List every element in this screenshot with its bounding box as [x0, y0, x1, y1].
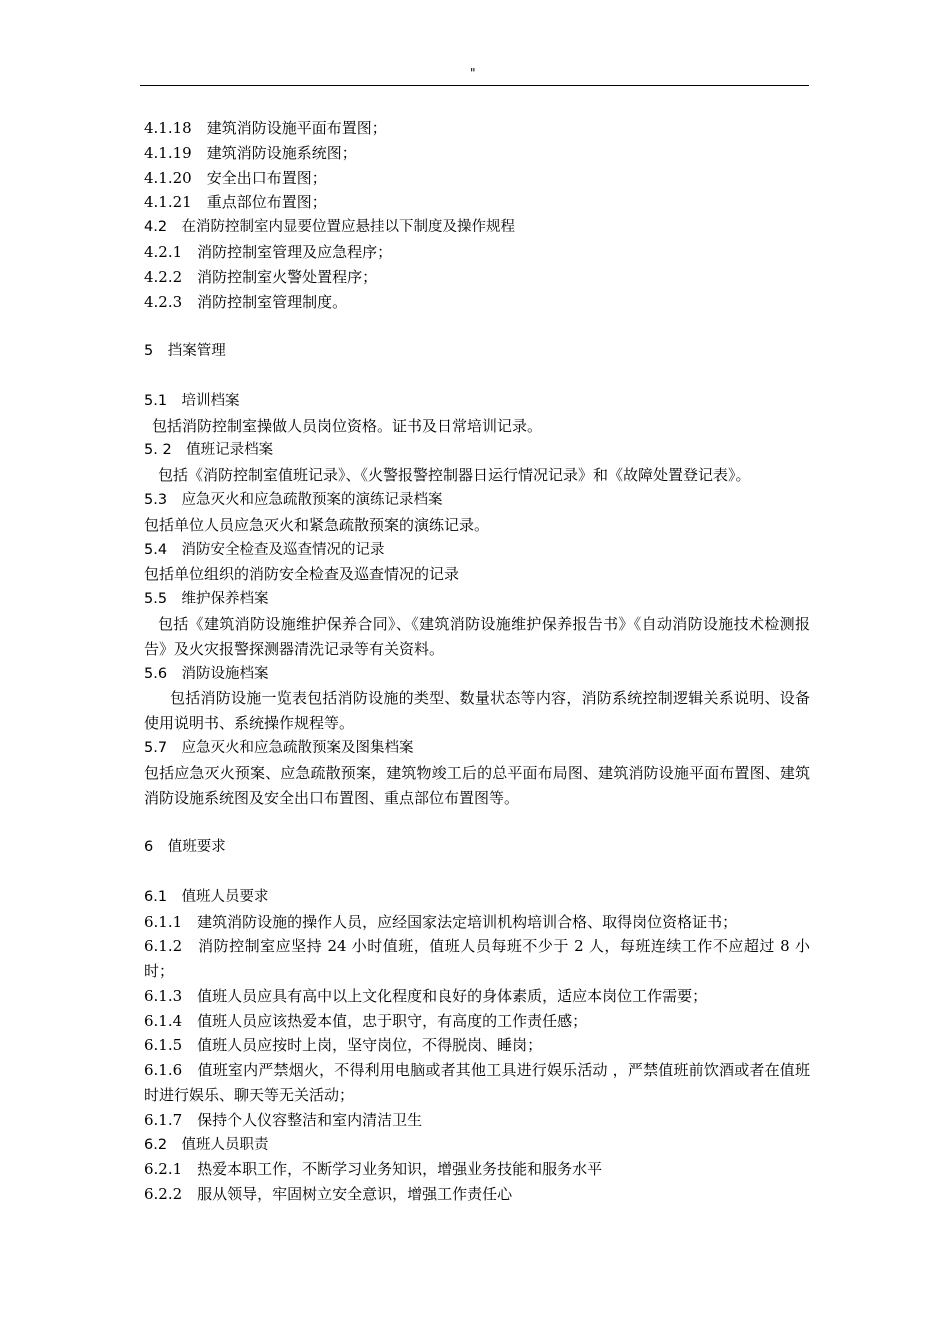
- section-6-title: 6 值班要求: [144, 839, 226, 856]
- item-4-1-20: 4.1.20 安全出口布置图；: [144, 168, 327, 187]
- heading-5-5: 5.5 维护保养档案: [144, 591, 269, 608]
- heading-5-3: 5.3 应急灭火和应急疏散预案的演练记录档案: [144, 491, 443, 508]
- item-4-2-1: 4.2.1 消防控制室管理及应急程序；: [144, 242, 393, 261]
- heading-5-1: 5.1 培训档案: [144, 392, 240, 409]
- item-4-2-3: 4.2.3 消防控制室管理制度。: [144, 292, 348, 311]
- item-6-1-5: 6.1.5 值班人员应按时上岗，坚守岗位，不得脱岗、睡岗；: [144, 1036, 543, 1055]
- item-6-1-4: 6.1.4 值班人员应该热爱本值，忠于职守，有高度的工作责任感；: [144, 1011, 588, 1030]
- heading-5-4: 5.4 消防安全检查及巡查情况的记录: [144, 541, 385, 558]
- document-body: [144, 116, 810, 1207]
- item-6-2-1: 6.2.1 热爱本职工作，不断学习业务知识，增强业务技能和服务水平: [144, 1160, 603, 1179]
- para-5-4: 包括单位组织的消防安全检查及巡查情况的记录: [144, 565, 460, 584]
- heading-5-2: 5. 2 值班记录档案: [144, 442, 274, 459]
- para-5-2: 包括《消防控制室值班记录》、《火警报警控制器日运行情况记录》和《故障处置登记表》。: [158, 466, 751, 485]
- item-6-1-7: 6.1.7 保持个人仪容整洁和室内清洁卫生: [144, 1110, 423, 1129]
- header-mark: ": [470, 66, 476, 80]
- heading-5-6: 5.6 消防设施档案: [144, 665, 269, 682]
- item-4-2-2: 4.2.2 消防控制室火警处置程序；: [144, 267, 378, 286]
- item-4-1-21: 4.1.21 重点部位布置图；: [144, 193, 327, 212]
- para-5-7: 包括应急灭火预案、应急疏散预案，建筑物竣工后的总平面布局图、建筑消防设施平面布置图、建筑消防设施系统图及安全出口布置图、重点部位布置图等。: [144, 763, 810, 807]
- heading-6-1: 6.1 值班人员要求: [144, 888, 269, 905]
- item-6-2-2: 6.2.2 服从领导，牢固树立安全意识，增强工作责任心: [144, 1185, 513, 1204]
- item-4-1-19: 4.1.19 建筑消防设施系统图；: [144, 143, 357, 162]
- item-4-1-18: 4.1.18 建筑消防设施平面布置图；: [144, 119, 387, 137]
- para-5-1: 包括消防控制室操做人员岗位资格。证书及日常培训记录。: [152, 416, 543, 435]
- item-6-1-2: 6.1.2 消防控制室应坚持 24 小时值班，值班人员每班不少于 2 人，每班连续工作不应超过 8 小时；: [144, 937, 810, 981]
- heading-6-2: 6.2 值班人员职责: [144, 1136, 269, 1153]
- item-6-1-6: 6.1.6 值班室内严禁烟火，不得利用电脑或者其他工具进行娱乐活动 ，严禁值班前饮酒或者在值班时进行娱乐、聊天等无关活动；: [144, 1061, 810, 1105]
- para-5-3: 包括单位人员应急灭火和紧急疏散预案的演练记录。: [144, 515, 490, 534]
- item-6-1-1: 6.1.1 建筑消防设施的操作人员，应经国家法定培训机构培训合格、取得岗位资格证书；: [144, 912, 738, 931]
- section-5-title: 5 挡案管理: [144, 343, 226, 360]
- para-5-6: 包括消防设施一览表包括消防设施的类型、数量状态等内容，消防系统控制逻辑关系说明、设备使用说明书、系统操作规程等。: [144, 689, 810, 733]
- header-rule: [140, 85, 809, 86]
- para-5-5: 包括《建筑消防设施维护保养合同》、《建筑消防设施维护保养报告书》《自动消防设施技术检测报告》及火灾报警探测器清洗记录等有关资料。: [144, 614, 810, 658]
- heading-4-2: 4.2 在消防控制室内显要位置应悬挂以下制度及操作规程: [144, 219, 516, 236]
- heading-5-7: 5.7 应急灭火和应急疏散预案及图集档案: [144, 739, 414, 756]
- item-6-1-3: 6.1.3 值班人员应具有高中以上文化程度和良好的身体素质，适应本岗位工作需要；: [144, 986, 708, 1005]
